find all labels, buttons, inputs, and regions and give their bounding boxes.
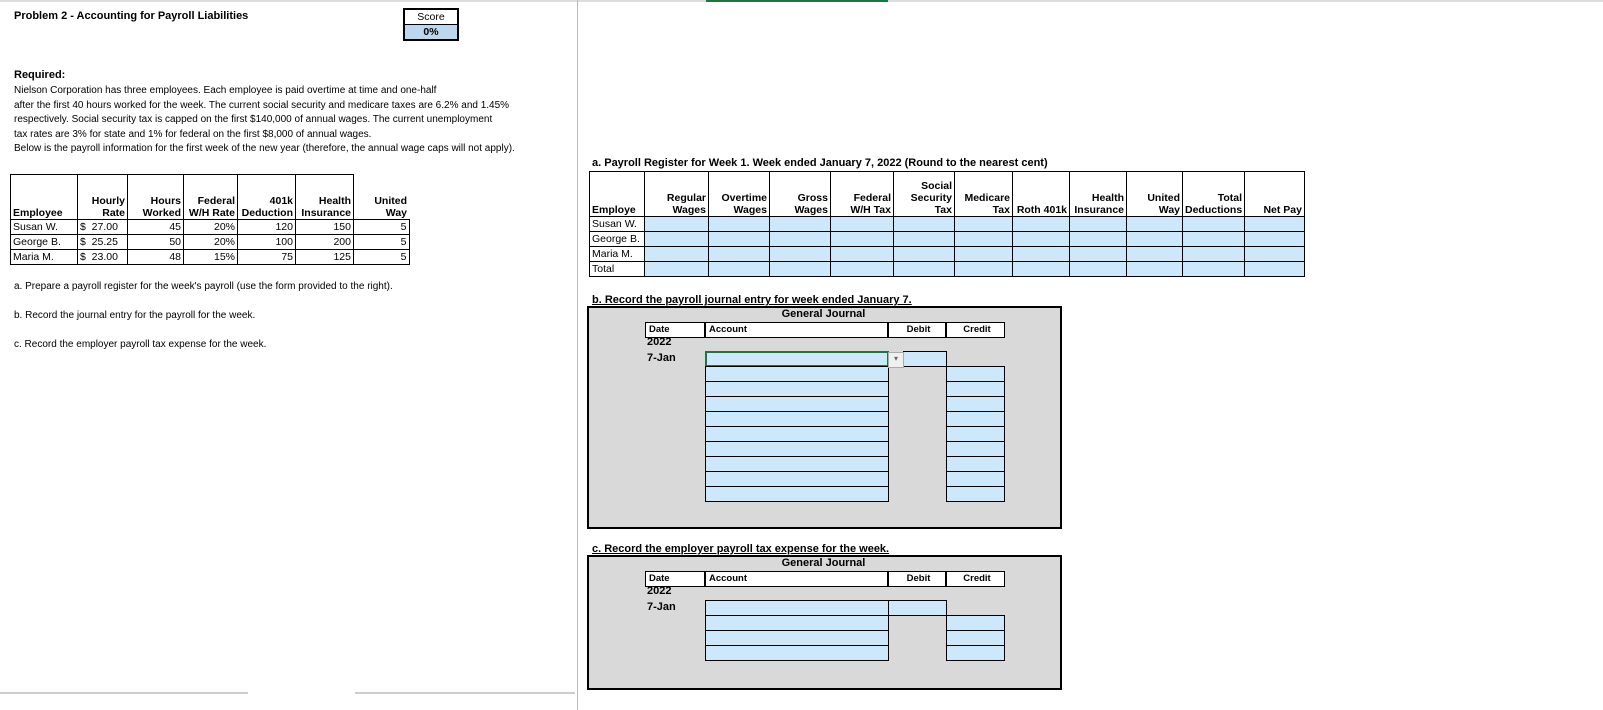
frozen-pane-divider[interactable] (577, 0, 578, 710)
credit-input[interactable] (946, 486, 1005, 502)
credit-input[interactable] (946, 366, 1005, 382)
journal-year: 2022 (647, 585, 672, 597)
column-header: Total Deductions (1183, 172, 1245, 217)
register-input-cell[interactable] (1070, 247, 1127, 262)
table-cell[interactable]: 150 (296, 220, 354, 235)
register-row (590, 232, 1305, 247)
credit-input[interactable] (946, 456, 1005, 472)
task-b: b. Record the journal entry for the payroll for the week. (14, 310, 256, 321)
table-cell[interactable]: 5 (354, 220, 410, 235)
journal-column-header: Credit (946, 322, 1005, 338)
header-row (590, 172, 1305, 217)
problem-text (14, 84, 515, 157)
register-input-cell[interactable] (1070, 262, 1127, 277)
table-cell[interactable]: 100 (238, 235, 296, 250)
register-input-cell[interactable] (831, 247, 894, 262)
register-input-cell[interactable] (770, 262, 831, 277)
table-row (11, 250, 410, 265)
register-input-cell[interactable] (709, 217, 770, 232)
horizontal-scrollbar[interactable] (355, 692, 575, 694)
score-box (403, 8, 459, 41)
table-cell[interactable]: 50 (128, 235, 184, 250)
column-header: Federal W/H Tax (831, 172, 894, 217)
table-cell[interactable]: $ 25.25 (78, 235, 128, 250)
register-input-cell[interactable] (831, 217, 894, 232)
account-input[interactable] (705, 366, 889, 382)
column-header: Roth 401k (1013, 172, 1070, 217)
register-input-cell[interactable] (1183, 262, 1245, 277)
register-input-cell[interactable] (1127, 262, 1183, 277)
journal-heading: General Journal (781, 308, 866, 320)
debit-input[interactable] (888, 600, 947, 616)
account-input[interactable] (705, 381, 889, 397)
register-input-cell[interactable] (831, 262, 894, 277)
journal-b-title: b. Record the payroll journal entry for week ended January 7. (592, 294, 912, 306)
selected-column-indicator (706, 0, 888, 2)
table-cell[interactable]: 45 (128, 220, 184, 235)
column-header: Gross Wages (770, 172, 831, 217)
account-input[interactable] (705, 471, 889, 487)
account-input[interactable] (705, 441, 889, 457)
register-input-cell[interactable] (1245, 262, 1305, 277)
journal-column-header: Account (705, 571, 888, 587)
column-header: Medicare Tax (955, 172, 1013, 217)
register-row (590, 217, 1305, 232)
page-title: Problem 2 - Accounting for Payroll Liabilities (14, 10, 249, 22)
column-header: Health Insurance (296, 175, 354, 220)
register-input-cell[interactable] (645, 217, 709, 232)
table-cell[interactable]: 20% (184, 220, 238, 235)
table-cell[interactable]: 15% (184, 250, 238, 265)
task-c: c. Record the employer payroll tax expense for the week. (14, 339, 267, 350)
journal-column-header: Date (645, 322, 705, 338)
register-input-cell[interactable] (1183, 232, 1245, 247)
account-input[interactable] (705, 396, 889, 412)
employee-name: George B. (590, 232, 645, 247)
register-row (590, 247, 1305, 262)
score-label: Score (405, 10, 457, 25)
column-header: Hours Worked (128, 175, 184, 220)
register-input-cell[interactable] (1245, 232, 1305, 247)
register-input-cell[interactable] (645, 247, 709, 262)
credit-input[interactable] (946, 411, 1005, 427)
table-cell[interactable]: 5 (354, 235, 410, 250)
column-header: Regular Wages (645, 172, 709, 217)
table-cell[interactable]: 75 (238, 250, 296, 265)
register-input-cell[interactable] (1127, 247, 1183, 262)
column-header: Employe (590, 172, 645, 217)
column-header: United Way (354, 175, 410, 220)
account-input[interactable] (705, 600, 889, 616)
register-input-cell[interactable] (1070, 232, 1127, 247)
register-input-cell[interactable] (955, 262, 1013, 277)
register-input-cell[interactable] (955, 247, 1013, 262)
table-cell[interactable]: 48 (128, 250, 184, 265)
register-input-cell[interactable] (1183, 247, 1245, 262)
account-input[interactable] (705, 630, 889, 646)
table-row (11, 235, 410, 250)
credit-input[interactable] (946, 630, 1005, 646)
header-row (11, 175, 410, 220)
column-header: Net Pay (1245, 172, 1305, 217)
register-input-cell[interactable] (709, 262, 770, 277)
problem-line: Nielson Corporation has three employees. Each employee is paid overtime at time and one-half (14, 85, 437, 96)
register-input-cell[interactable] (1013, 247, 1070, 262)
register-title: a. Payroll Register for Week 1. Week ended January 7, 2022 (Round to the nearest cent) (592, 157, 1048, 169)
column-header: Federal W/H Rate (184, 175, 238, 220)
register-input-cell[interactable] (1127, 217, 1183, 232)
table-cell[interactable]: $ 27.00 (78, 220, 128, 235)
problem-line: tax rates are 3% for state and 1% for federal on the first $8,000 of annual wages. (14, 128, 372, 140)
register-input-cell[interactable] (770, 232, 831, 247)
account-input[interactable] (705, 456, 889, 472)
register-input-cell[interactable] (770, 217, 831, 232)
column-header: Social Security Tax (894, 172, 955, 217)
problem-line: Below is the payroll information for the first week of the new year (therefore, the annual wage caps will not apply). (14, 143, 515, 154)
debit-input[interactable] (903, 351, 947, 367)
register-input-cell[interactable] (1013, 232, 1070, 247)
register-input-cell[interactable] (894, 247, 955, 262)
required-label: Required: (14, 69, 66, 81)
credit-input[interactable] (946, 645, 1005, 661)
credit-input[interactable] (946, 396, 1005, 412)
payroll-info-table (10, 174, 410, 265)
payroll-register-table (589, 171, 1305, 277)
account-input[interactable] (705, 351, 889, 367)
employee-name: Susan W. (590, 217, 645, 232)
problem-line: after the first 40 hours worked for the week. The current social security and medicare taxes are 6.2% and 1.45% (14, 99, 510, 111)
credit-input[interactable] (946, 426, 1005, 442)
register-input-cell[interactable] (1013, 217, 1070, 232)
horizontal-scrollbar[interactable] (0, 692, 248, 694)
table-cell[interactable]: Maria M. (11, 250, 78, 265)
register-input-cell[interactable] (709, 247, 770, 262)
register-input-cell[interactable] (894, 262, 955, 277)
register-input-cell[interactable] (645, 262, 709, 277)
account-input[interactable] (705, 411, 889, 427)
journal-column-header: Account (705, 322, 888, 338)
register-input-cell[interactable] (955, 232, 1013, 247)
credit-input[interactable] (946, 471, 1005, 487)
column-header: Overtime Wages (709, 172, 770, 217)
table-cell[interactable]: George B. (11, 235, 78, 250)
journal-date: 7-Jan (647, 352, 676, 364)
column-header: Employee (11, 175, 78, 220)
table-cell[interactable]: $ 23.00 (78, 250, 128, 265)
register-input-cell[interactable] (1070, 217, 1127, 232)
credit-input[interactable] (946, 615, 1005, 631)
score-value: 0% (405, 25, 457, 39)
account-input[interactable] (705, 426, 889, 442)
column-header: Health Insurance (1070, 172, 1127, 217)
employee-name: Total (590, 262, 645, 277)
credit-input[interactable] (946, 381, 1005, 397)
register-input-cell[interactable] (894, 232, 955, 247)
column-header: 401k Deduction (238, 175, 296, 220)
register-input-cell[interactable] (831, 232, 894, 247)
table-cell[interactable]: 20% (184, 235, 238, 250)
journal-date: 7-Jan (647, 601, 676, 613)
account-input[interactable] (705, 615, 889, 631)
journal-c-title: c. Record the employer payroll tax expense for the week. (592, 543, 890, 555)
account-input[interactable] (705, 486, 889, 502)
journal-column-header: Credit (946, 571, 1005, 587)
journal-column-header: Date (645, 571, 705, 587)
register-input-cell[interactable] (1013, 262, 1070, 277)
journal-year: 2022 (647, 336, 672, 348)
register-input-cell[interactable] (1245, 217, 1305, 232)
register-input-cell[interactable] (645, 232, 709, 247)
journal-column-header: Debit (888, 571, 946, 587)
register-input-cell[interactable] (1245, 247, 1305, 262)
employee-name: Maria M. (590, 247, 645, 262)
register-input-cell[interactable] (709, 232, 770, 247)
table-row (11, 220, 410, 235)
column-header: United Way (1127, 172, 1183, 217)
register-input-cell[interactable] (894, 217, 955, 232)
table-cell[interactable]: 5 (354, 250, 410, 265)
register-input-cell[interactable] (1127, 232, 1183, 247)
column-header: Hourly Rate (78, 175, 128, 220)
dropdown-arrow-icon[interactable]: ▾ (888, 352, 904, 368)
account-input[interactable] (705, 645, 889, 661)
journal-column-header: Debit (888, 322, 946, 338)
table-cell[interactable]: 120 (238, 220, 296, 235)
register-row (590, 262, 1305, 277)
task-a: a. Prepare a payroll register for the week's payroll (use the form provided to the right). (14, 281, 393, 292)
register-input-cell[interactable] (1183, 217, 1245, 232)
register-input-cell[interactable] (770, 247, 831, 262)
credit-input[interactable] (946, 441, 1005, 457)
table-cell[interactable]: 125 (296, 250, 354, 265)
register-input-cell[interactable] (955, 217, 1013, 232)
table-cell[interactable]: 200 (296, 235, 354, 250)
table-cell[interactable]: Susan W. (11, 220, 78, 235)
journal-heading: General Journal (781, 557, 866, 569)
problem-line: respectively. Social security tax is capped on the first $140,000 of annual wages. The current unemployment (14, 114, 493, 125)
